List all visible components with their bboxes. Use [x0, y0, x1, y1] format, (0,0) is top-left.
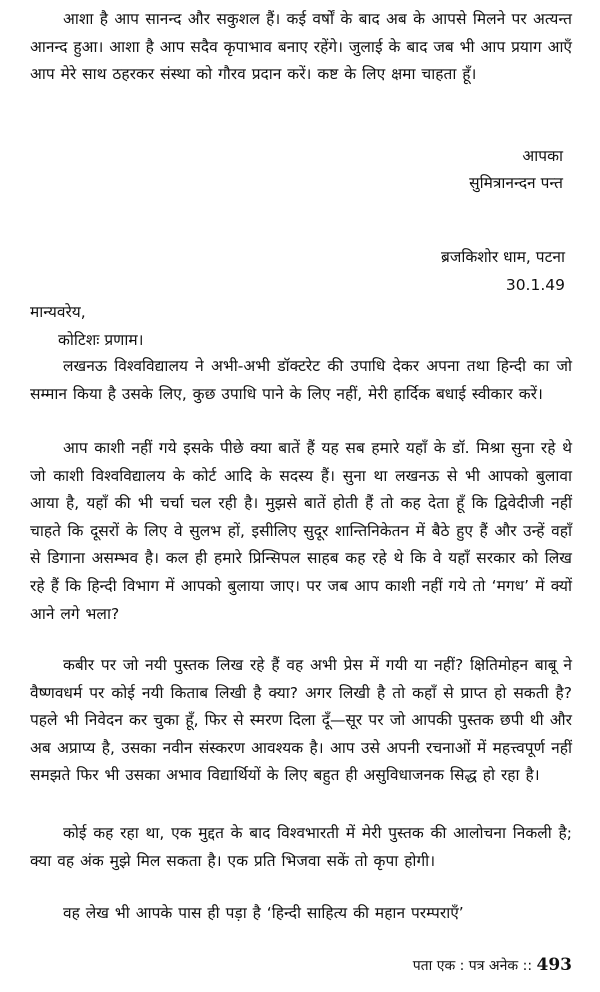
letter2-greeting: कोटिशः प्रणाम।	[58, 331, 144, 349]
letter2-salutation: मान्यवरेय,	[30, 303, 86, 321]
letter2-address: ब्रजकिशोर धाम, पटना	[441, 248, 565, 266]
page-number: 493	[536, 955, 572, 975]
book-title: पता एक : पत्र अनेक ::	[412, 958, 533, 974]
letter1-signature: सुमित्रानन्दन पन्त	[469, 174, 563, 192]
letter1-closing: आपका	[522, 147, 563, 165]
letter2-date: 30.1.49	[505, 276, 565, 294]
letter2-paragraph: आप काशी नहीं गये इसके पीछे क्या बातें हैं यह सब हमारे यहाँ के डॉ. मिश्रा सुना रहे थे जो काशी विश्वविद्यालय के कोर्ट आदि के सदस्य हैं। सुना था लखनऊ से भी आपको बुलावा आया है, यहाँ की भी चर्चा चल रही है। मुझसे बातें होती हैं तो कह देता हूँ कि द्विवेदीजी नहीं चाहते कि दूसरों के लिए वे सुलभ हों, इसीलिए सुदूर शान्तिनिकेतन में बैठे हुए हैं और उन्हें वहाँ से डिगाना असम्भव है। कल ही हमारे प्रिन्सिपल साहब कह रहे थे कि वे यहाँ सरकार को लिख रहे हैं कि हिन्दी विभाग में आपको बुलाया जाए। पर जब आप काशी नहीं गये तो ‘मगध’ में क्यों आने लगे भला?	[30, 439, 572, 623]
letter2-paragraph: लखनऊ विश्वविद्यालय ने अभी-अभी डॉक्टरेट की उपाधि देकर अपना तथा हिन्दी का जो सम्मान किया है उसके लिए, कुछ उपाधि पाने के लिए नहीं, मेरी हार्दिक बधाई स्वीकार करें।	[30, 357, 572, 403]
letter2-paragraph: कबीर पर जो नयी पुस्तक लिख रहे हैं वह अभी प्रेस में गयी या नहीं? क्षितिमोहन बाबू ने वैष्णवधर्म पर कोई नयी किताब लिखी है क्या? अगर लिखी है तो कहाँ से प्राप्त हो सकती है? पहले भी निवेदन कर चुका हूँ, फिर से स्मरण दिला दूँ—सूर पर जो आपकी पुस्तक छपी थी और अब अप्राप्य है, उसका नवीन संस्करण आवश्यक है। आप उसे अपनी रचनाओं में महत्त्वपूर्ण नहीं समझते फिर भी उसका अभाव विद्यार्थियों के लिए बहुत ही असुविधाजनक सिद्ध हो रहा है।	[30, 656, 572, 785]
letter2-paragraph: कोई कह रहा था, एक मुद्दत के बाद विश्वभारती में मेरी पुस्तक की आलोचना निकली है; क्या वह अंक मुझे मिल सकता है। एक प्रति भिजवा सकें तो कृपा होगी।	[30, 824, 572, 870]
letter2-paragraph: वह लेख भी आपके पास ही पड़ा है ‘हिन्दी साहित्य की महान परम्पराएँ’	[63, 904, 464, 922]
page-footer	[300, 954, 572, 977]
letter1-body: आशा है आप सानन्द और सकुशल हैं। कई वर्षों के बाद अब के आपसे मिलने पर अत्यन्त आनन्द हुआ। आशा है आप सदैव कृपाभाव बनाए रहेंगे। जुलाई के बाद जब भी आप प्रयाग आएँ आप मेरे साथ ठहरकर संस्था को गौरव प्रदान करें। कष्ट के लिए क्षमा चाहता हूँ।	[30, 10, 572, 84]
